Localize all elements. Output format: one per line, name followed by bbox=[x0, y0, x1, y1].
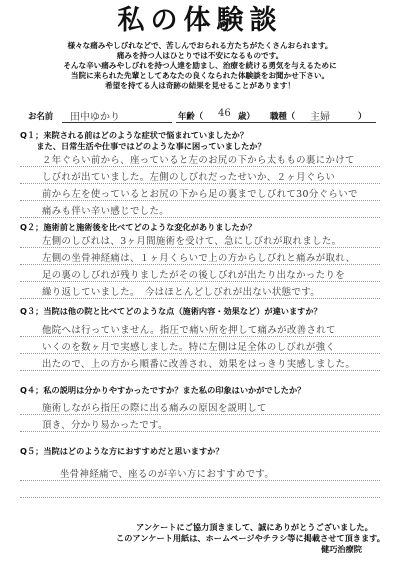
intro-text bbox=[0, 41, 400, 91]
question-line: Q２；施術前と施術後を比べてどのような変化がありましたか？ bbox=[20, 222, 257, 232]
respondent-info bbox=[28, 108, 378, 124]
answer-line: 左側の坐骨神経痛は、１ヶ月くらいで上の方からしびれと痛みが取れ、 bbox=[42, 253, 356, 264]
info-underline bbox=[176, 122, 376, 123]
question-line: Q１；来院される前はどのような症状で悩まれていましたか？ bbox=[20, 130, 249, 140]
age-suffix: 歳） bbox=[238, 111, 255, 121]
question-3 bbox=[20, 306, 385, 317]
age-field: 46 bbox=[218, 108, 231, 119]
question-1 bbox=[20, 130, 385, 151]
intro-line: そんな辛い痛みやしびれを持つ人達を励まし、治療を続ける勇気を与えるために bbox=[63, 61, 337, 70]
answer-2 bbox=[20, 233, 380, 301]
name-underline bbox=[62, 122, 172, 123]
answer-line: 痛みも伴い辛い感じでした。 bbox=[42, 206, 170, 217]
job-suffix: ） bbox=[358, 111, 367, 121]
footer-thanks: アンケートにご協力頂きまして、誠にありがとうございました。 bbox=[136, 522, 373, 532]
job-label: 職種（ bbox=[270, 111, 296, 121]
job-field: 主婦 bbox=[310, 112, 330, 123]
footer bbox=[0, 522, 400, 555]
answer-line: 坐骨神経痛で、座るのが辛い方におすすめです。 bbox=[60, 469, 275, 480]
question-line: Q４；私の説明は分かりやすかったですか？また私の印象はいかがでしたか？ bbox=[20, 385, 306, 395]
intro-line: 当院に来られた先輩としてあなたの良くなられた体験談をお聞かせ下さい。 bbox=[70, 71, 330, 80]
answer-line: 頂き、分かり易かったです。 bbox=[42, 420, 168, 431]
answer-3 bbox=[20, 322, 380, 373]
page-title: 私の体験談 bbox=[117, 5, 283, 36]
footer-notice: このアンケート用紙は、ホームページやチラシ等に掲載させて頂きます。 bbox=[116, 533, 385, 543]
intro-line: 様々な痛みやしびれなどで、苦しんでおられる方たちがたくさんおられます。 bbox=[67, 41, 333, 50]
name-label: お名前 bbox=[28, 111, 54, 121]
clinic-name: 健巧治療院 bbox=[321, 544, 362, 554]
question-2 bbox=[20, 222, 385, 233]
question-5 bbox=[20, 446, 385, 457]
answer-line: いくのを数ヶ月で実感しました。特に左側は足全体のしびれが強く bbox=[42, 342, 336, 353]
question-line: Q３；当院は他の院と比べてどのような点（施術内容・効果など）が違いますか？ bbox=[20, 306, 322, 316]
answer-5 bbox=[20, 461, 380, 500]
answer-4 bbox=[20, 400, 380, 434]
intro-line: 痛みを持つ人はひとりでは不安になるものです。 bbox=[116, 51, 284, 60]
answer-1 bbox=[20, 152, 380, 220]
answer-line: ２年ぐらい前から、座っていると左のお尻の下から太ももの裏にかけて bbox=[42, 155, 355, 166]
answer-line: しびれが出ていました。左側のしびれだったせいか、２ヶ月ぐらい bbox=[42, 172, 336, 183]
answer-line: 前から左を使っているとお尻の下から足の裏までしびれて30分ぐらいで bbox=[42, 189, 358, 200]
answer-line: 足の裏のしびれが残りましたがその後しびれが出たり出なかったりを bbox=[42, 270, 346, 281]
question-line: また、日常生活や仕事ではどのような事に困っていましたか？ bbox=[20, 140, 266, 151]
answer-line: 左側のしびれは、3ヶ月間施術を受けて、急にしびれが取れました。 bbox=[42, 236, 342, 247]
intro-line: 希望を持てる人は奇跡の結果を見せることがあります！ bbox=[105, 81, 295, 90]
answer-line: 出たので、上の方から順番に改善され、効果をはっきり実感しました。 bbox=[42, 359, 356, 370]
answer-line: 繰り返していました。 今はほとんどしびれが出ない状態です。 bbox=[42, 287, 321, 298]
question-line: Q５；当院はどのような方におすすめだと思いますか？ bbox=[20, 446, 224, 456]
answer-line: 他院へは行っていません。指圧で痛い所を押して痛みが改善されて bbox=[42, 325, 336, 336]
age-label: 年齢（ bbox=[178, 111, 204, 121]
name-field: 田中ゆかり bbox=[70, 112, 120, 123]
answer-line: 施術しながら指圧の際に出る痛みの原因を説明して bbox=[42, 403, 267, 414]
question-4 bbox=[20, 385, 385, 396]
